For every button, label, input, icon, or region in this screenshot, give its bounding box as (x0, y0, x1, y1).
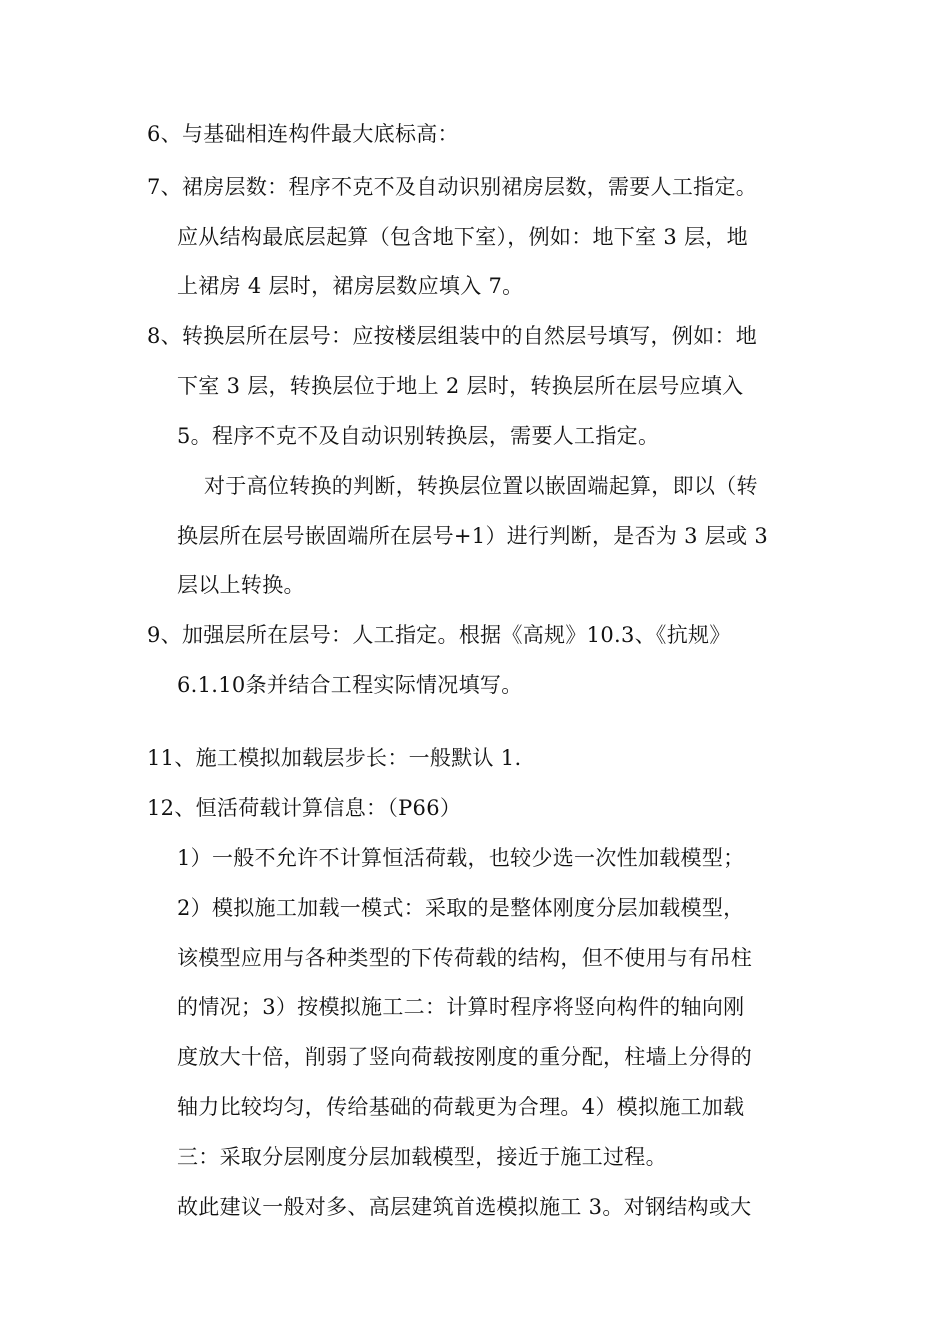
item-6-line-1: 6、与基础相连构件最大底标高： (147, 122, 459, 146)
item-8-line-5: 换层所在层号嵌固端所在层号+1）进行判断，是否为 3 层或 3 (177, 524, 769, 548)
item-12-line-3: 2）模拟施工加载一模式：采取的是整体刚度分层加载模型， (177, 896, 745, 920)
item-9-line-2: 6.1.10条并结合工程实际情况填写。 (177, 673, 523, 697)
item-8-line-4: 对于高位转换的判断，转换层位置以嵌固端起算，即以（转 (204, 474, 758, 498)
item-8-line-2: 下室 3 层，转换层位于地上 2 层时，转换层所在层号应填入 (177, 374, 744, 398)
item-11-line-1: 11、施工模拟加载层步长：一般默认 1. (147, 746, 522, 770)
item-12-line-6: 度放大十倍，削弱了竖向荷载按刚度的重分配，柱墙上分得的 (177, 1045, 753, 1069)
item-12-line-8: 三：采取分层刚度分层加载模型，接近于施工过程。 (177, 1145, 667, 1169)
item-8-line-1: 8、转换层所在层号：应按楼层组装中的自然层号填写，例如：地 (147, 324, 758, 348)
item-7-line-1: 7、裙房层数：程序不克不及自动识别裙房层数，需要人工指定。 (147, 175, 758, 199)
item-7-line-2: 应从结构最底层起算（包含地下室），例如：地下室 3 层，地 (177, 225, 748, 249)
item-12-line-2: 1）一般不允许不计算恒活荷载，也较少选一次性加载模型； (177, 846, 745, 870)
item-12-line-5: 的情况；3）按模拟施工二：计算时程序将竖向构件的轴向刚 (177, 995, 745, 1019)
item-12-line-7: 轴力比较均匀，传给基础的荷载更为合理。4）模拟施工加载 (177, 1095, 745, 1119)
item-7-line-3: 上裙房 4 层时，裙房层数应填入 7。 (177, 274, 524, 298)
item-12-line-1: 12、恒活荷载计算信息：（P66） (147, 796, 462, 820)
item-9-line-1: 9、加强层所在层号：人工指定。根据《高规》10.3、《抗规》 (147, 623, 731, 647)
item-12-line-4: 该模型应用与各种类型的下传荷载的结构，但不使用与有吊柱 (177, 946, 753, 970)
item-8-line-6: 层以上转换。 (177, 573, 305, 597)
item-12-line-9: 故此建议一般对多、高层建筑首选模拟施工 3。对钢结构或大 (177, 1195, 752, 1219)
item-8-line-3: 5。程序不克不及自动识别转换层，需要人工指定。 (177, 424, 660, 448)
